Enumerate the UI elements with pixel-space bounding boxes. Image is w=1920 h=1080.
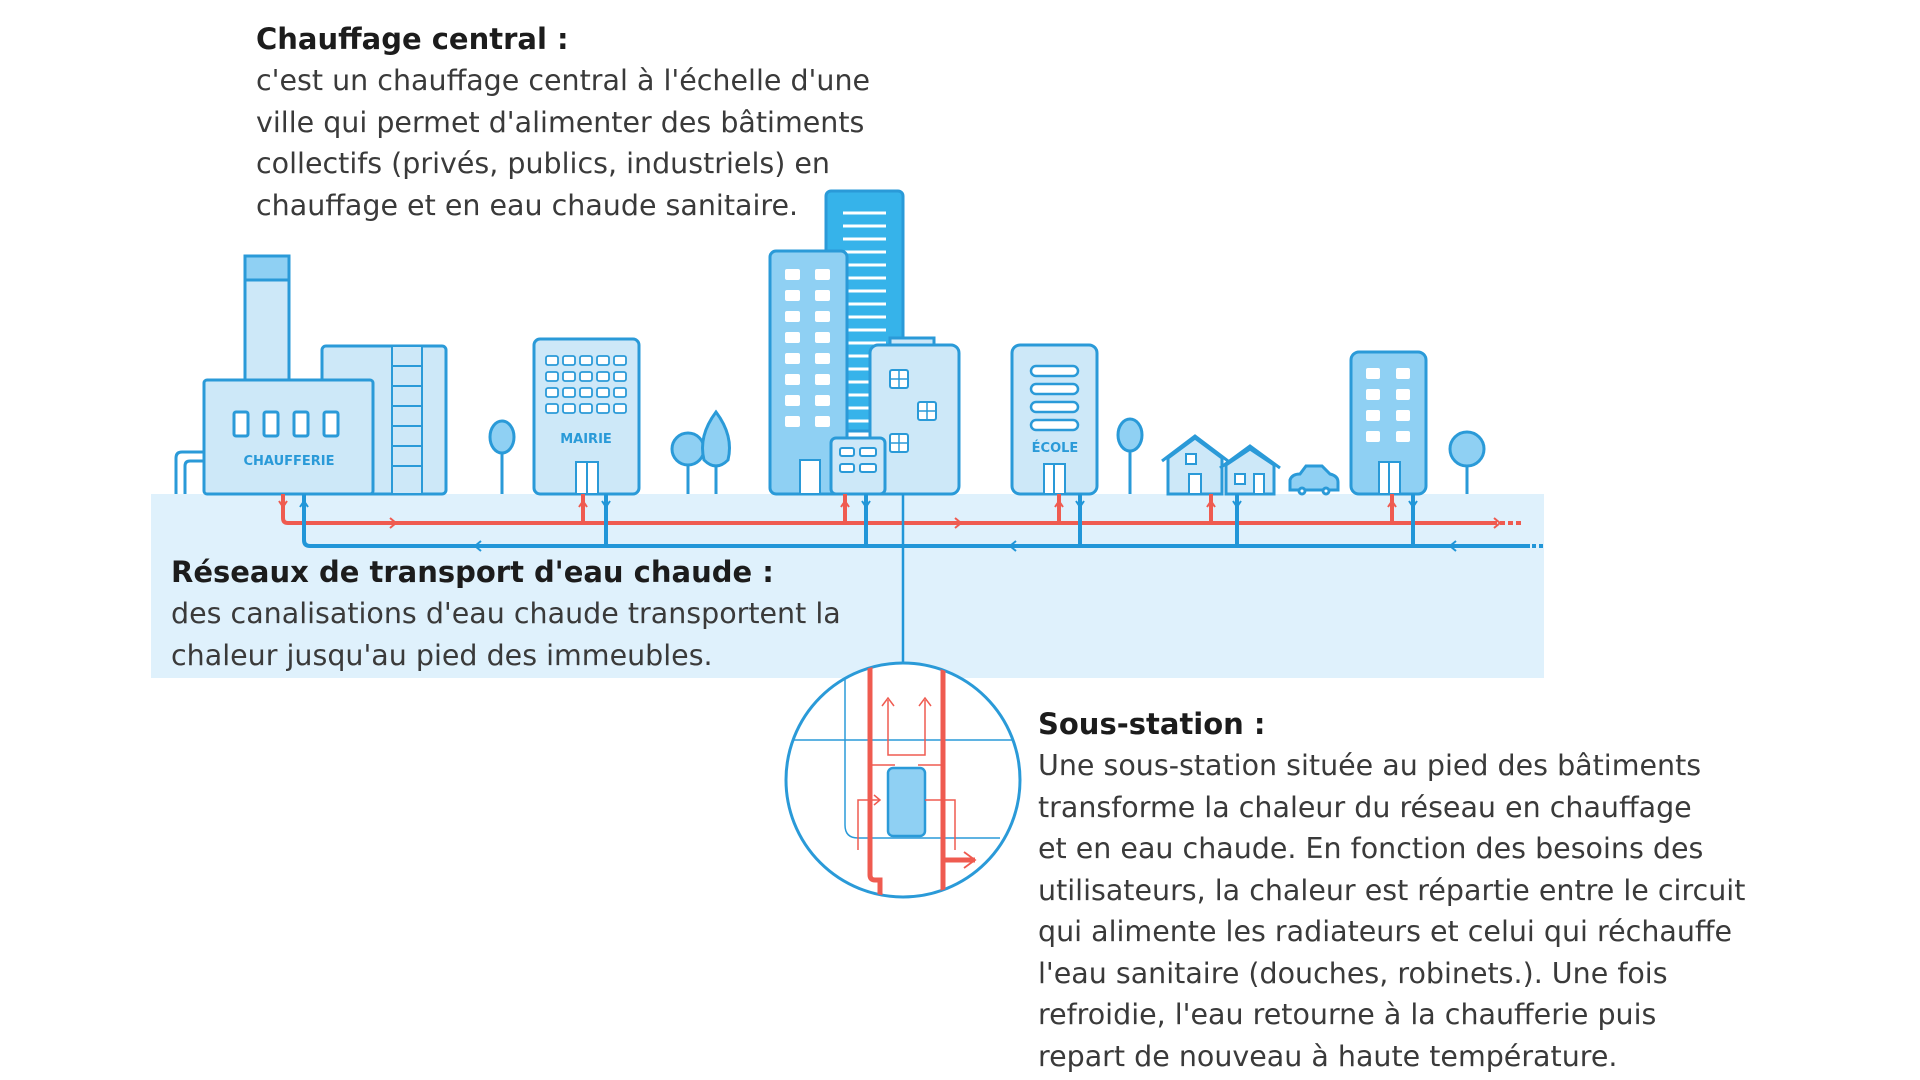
chauffage-central-line: collectifs (privés, publics, industriels) en bbox=[256, 147, 830, 180]
sous-station-line: refroidie, l'eau retourne à la chaufferie puis bbox=[1038, 998, 1657, 1031]
ecole-building bbox=[1012, 345, 1097, 494]
tree-icon bbox=[490, 421, 514, 494]
mairie-label: MAIRIE bbox=[560, 432, 612, 447]
heat-exchanger-icon bbox=[888, 768, 925, 836]
chauffage-central-line: c'est un chauffage central à l'échelle d'une bbox=[256, 64, 871, 97]
sous-station-title: Sous-station : bbox=[1038, 707, 1266, 741]
sous-station-line: qui alimente les radiateurs et celui qui réchauffe bbox=[1038, 915, 1733, 948]
sous-station-block bbox=[1038, 703, 1745, 1077]
house-icon bbox=[1220, 446, 1280, 494]
sous-station-line: l'eau sanitaire (douches, robinets.). Une fois bbox=[1038, 956, 1668, 990]
tower-cluster bbox=[770, 191, 959, 494]
tree-icon bbox=[672, 412, 730, 494]
tree-icon bbox=[1450, 432, 1484, 494]
chauffage-central-line: chauffage et en eau chaude sanitaire. bbox=[256, 188, 799, 222]
chauffage-central-block bbox=[256, 18, 870, 226]
sous-station-line: utilisateurs, la chaleur est répartie entre le circuit bbox=[1038, 873, 1746, 907]
reseaux-line: des canalisations d'eau chaude transportent la bbox=[171, 597, 841, 630]
house-icon bbox=[1162, 436, 1228, 494]
tree-icon bbox=[1118, 419, 1142, 494]
sous-station-line: et en eau chaude. En fonction des besoins des bbox=[1038, 832, 1704, 865]
chauffage-central-title: Chauffage central : bbox=[256, 22, 569, 56]
chauffage-central-line: ville qui permet d'alimenter des bâtiments bbox=[256, 105, 865, 139]
sous-station-line: repart de nouveau à haute température. bbox=[1038, 1039, 1618, 1073]
reseaux-line: chaleur jusqu'au pied des immeubles. bbox=[171, 638, 713, 672]
car-icon bbox=[1290, 466, 1338, 494]
sous-station-line: transforme la chaleur du réseau en chauffage bbox=[1038, 790, 1692, 824]
sous-station-line: Une sous-station située au pied des bâtiments bbox=[1038, 749, 1702, 782]
reseaux-block bbox=[171, 551, 841, 676]
apartment-building bbox=[1351, 352, 1426, 494]
chaufferie-label: CHAUFFERIE bbox=[243, 454, 335, 469]
sous-station-detail bbox=[780, 660, 1030, 900]
reseaux-title: Réseaux de transport d'eau chaude : bbox=[171, 555, 774, 589]
ecole-label: ÉCOLE bbox=[1031, 441, 1079, 456]
mairie-building bbox=[534, 339, 639, 494]
